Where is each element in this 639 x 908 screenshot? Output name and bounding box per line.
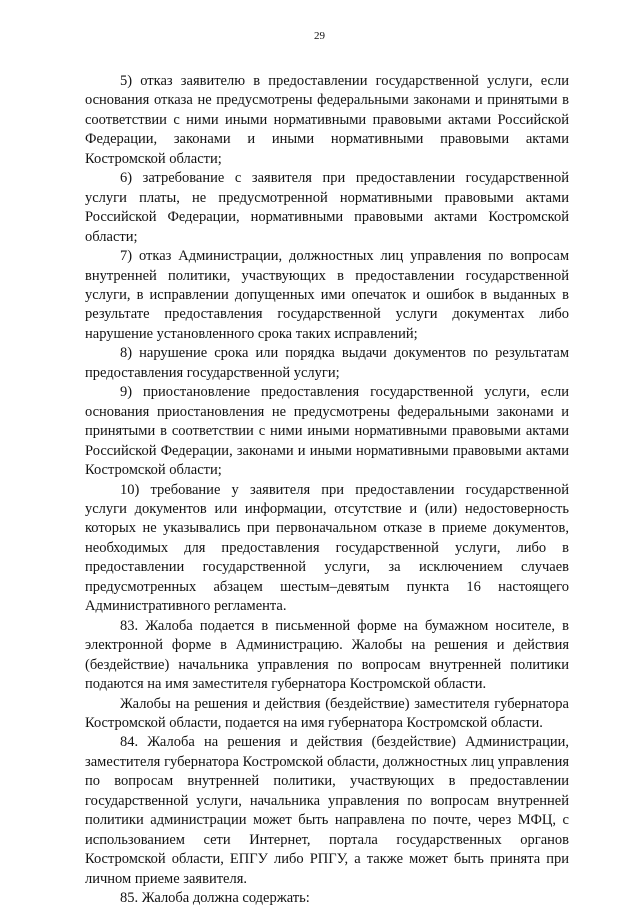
paragraph-84: 84. Жалоба на решения и действия (бездействие) Администрации, заместителя губернатора Костромской области, должностных лиц управления по вопросам внутренней политики, участвующих в предоставлении государственной услуги, начальника управления по вопросам внутренней политики администрации может быть направлена по почте, через МФЦ, с использованием сети Интернет, портала государственных органов Костромской области, ЕПГУ либо РПГУ, а также может быть принята при личном приеме заявителя. [85,734,569,887]
paragraph-83: 83. Жалоба подается в письменной форме на бумажном носителе, в электронной форме в Администрацию. Жалобы на решения и действия (бездействие) начальника управления по вопросам внутренней политики подаются на имя заместителя губернатора Костромской области. [85,617,569,693]
paragraph-item-6: 6) затребование с заявителя при предоставлении государственной услуги платы, не предусмотренной нормативными правовыми актами Российской Федерации, нормативными правовыми актами Костромской области; [85,170,569,245]
document-body [85,72,569,908]
paragraph-item-9: 9) приостановление предоставления государственной услуги, если основания приостановления не предусмотрены федеральными законами и принятыми в соответствии с ними иными нормативными правовыми актами Российской Федерации, законами и иными нормативными правовыми актами Костромской области; [85,384,569,479]
paragraph-item-7: 7) отказ Администрации, должностных лиц управления по вопросам внутренней политики, участвующих в предоставлении государственной услуги, в исправлении допущенных ими опечаток и ошибок в выданных в результате предоставления государственной услуги документах либо нарушение установленного срока таких исправлений; [85,248,569,342]
paragraph-item-10: 10) требование у заявителя при предоставлении государственной услуги документов или информации, отсутствие и (или) недостоверность которых не указывались при первоначальном отказе в приеме документов, необходимых для предоставления государственной услуги, либо в предоставлении государственной услуги, за исключением случаев предусмотренных абзацем шестым–девятым пункта 16 настоящего Административного регламента. [85,481,569,615]
paragraph-85: 85. Жалоба должна содержать: [120,890,310,907]
page-number: 29 [314,30,325,42]
paragraph-83-continued: Жалобы на решения и действия (бездействие) заместителя губернатора Костромской области, подается на имя губернатора Костромской области. [85,695,569,731]
paragraph-item-8: 8) нарушение срока или порядка выдачи документов по результатам предоставления государственной услуги; [85,345,569,381]
paragraph-item-5: 5) отказ заявителю в предоставлении государственной услуги, если основания отказа не предусмотрены федеральными законами и принятыми в соответствии с ними иными нормативными правовыми актами Российской Федерации, законами и иными нормативными правовыми актами Костромской области; [85,73,569,167]
